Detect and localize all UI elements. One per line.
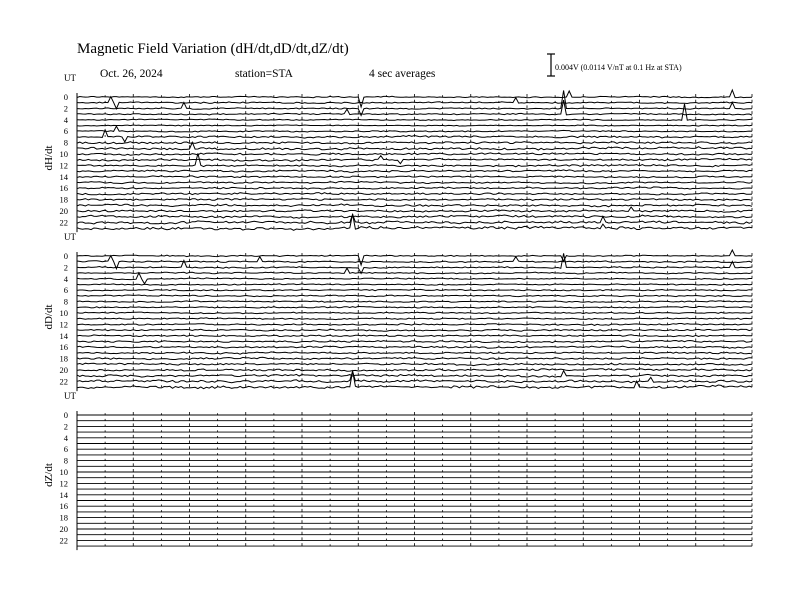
date-label: Oct. 26, 2024 (100, 68, 163, 80)
hour-label: 2 (63, 103, 68, 114)
hour-label: 12 (59, 319, 68, 330)
hour-label: 16 (59, 342, 68, 353)
hour-label: 18 (59, 512, 68, 523)
hour-label: 0 (63, 92, 68, 102)
y-axis-label: dH/dt (43, 145, 55, 171)
hour-label: 10 (59, 308, 68, 318)
ut-axis-label: UT (64, 73, 76, 83)
panel-dh-dt (43, 73, 752, 232)
ut-axis-label: UT (64, 391, 76, 401)
hour-label: 4 (63, 432, 68, 443)
hour-label: 2 (63, 262, 68, 273)
hour-label: 16 (59, 183, 68, 194)
panel-dz-dt (43, 391, 752, 550)
hour-label: 2 (63, 421, 68, 432)
hour-label: 0 (63, 251, 68, 261)
hour-label: 12 (59, 160, 68, 171)
station-label: station=STA (235, 68, 293, 80)
hour-label: 20 (59, 524, 68, 534)
hour-label: 22 (59, 376, 68, 387)
hour-label: 8 (63, 137, 68, 148)
averaging-label: 4 sec averages (369, 68, 436, 80)
hour-label: 14 (59, 171, 68, 182)
hour-label: 18 (59, 194, 68, 205)
hour-label: 6 (63, 285, 68, 296)
hour-label: 4 (63, 114, 68, 125)
trace-row-0 (77, 250, 752, 265)
panels (43, 73, 752, 550)
hour-label: 20 (59, 206, 68, 216)
hour-label: 8 (63, 296, 68, 307)
hour-label: 10 (59, 149, 68, 159)
panel-dd-dt (43, 232, 752, 391)
scale-bar-label: 0.004V (0.0114 V/nT at 0.1 Hz at STA) (555, 63, 682, 72)
hour-label: 6 (63, 444, 68, 455)
hour-label: 14 (59, 330, 68, 341)
hour-label: 14 (59, 489, 68, 500)
hour-label: 16 (59, 501, 68, 512)
hour-label: 12 (59, 478, 68, 489)
hour-label: 22 (59, 217, 68, 228)
hour-label: 8 (63, 455, 68, 466)
hour-label: 18 (59, 353, 68, 364)
hour-label: 0 (63, 410, 68, 420)
hour-label: 22 (59, 535, 68, 546)
ut-axis-label: UT (64, 232, 76, 242)
chart-title: Magnetic Field Variation (dH/dt,dD/dt,dZ/dt) (77, 41, 349, 57)
y-axis-label: dZ/dt (43, 463, 55, 487)
hour-label: 10 (59, 467, 68, 477)
hour-label: 20 (59, 365, 68, 375)
y-axis-label: dD/dt (43, 304, 55, 330)
hour-label: 6 (63, 126, 68, 137)
scale-bar (547, 54, 682, 76)
trace-row-0 (77, 90, 752, 107)
hour-label: 4 (63, 273, 68, 284)
